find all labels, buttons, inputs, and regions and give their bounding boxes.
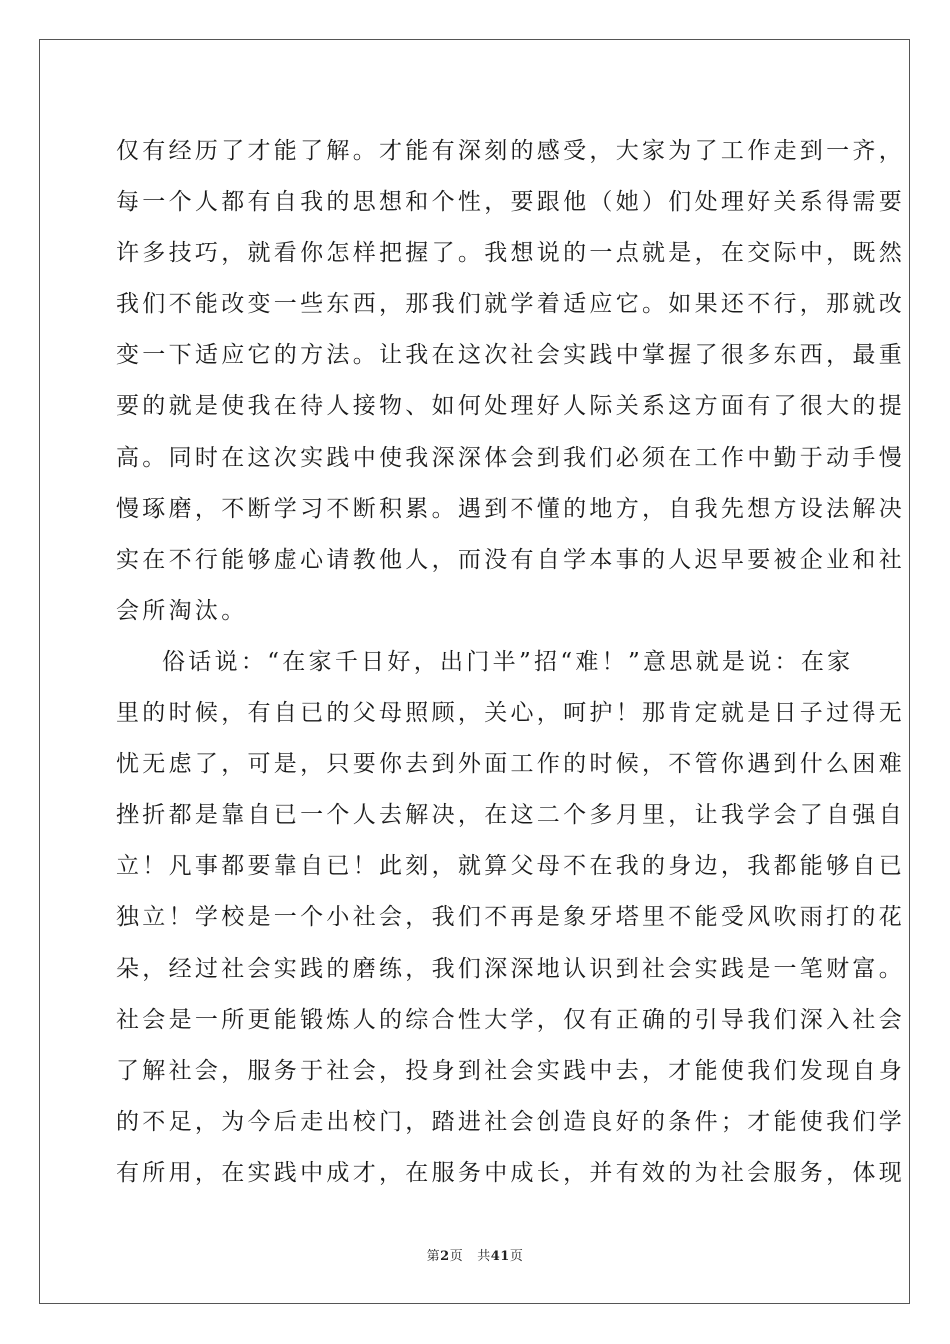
- text-line: 我们不能改变一些东西，那我们就学着适应它。如果还不行，那就改: [116, 291, 905, 318]
- text-line: 朵，经过社会实践的磨练，我们深深地认识到社会实践是一笔财富。: [116, 955, 905, 982]
- text-line: 社会是一所更能锻炼人的综合性大学，仅有正确的引导我们深入社会: [116, 1006, 905, 1033]
- text-line: 的不足，为今后走出校门，踏进社会创造良好的条件；才能使我们学: [116, 1108, 905, 1135]
- total-prefix: 共: [477, 1249, 491, 1264]
- text-line: 变一下适应它的方法。让我在这次社会实践中掌握了很多东西，最重: [116, 342, 905, 369]
- text-line: 每一个人都有自我的思想和个性，要跟他（她）们处理好关系得需要: [116, 189, 905, 216]
- text-line: 要的就是使我在待人接物、如何处理好人际关系这方面有了很大的提: [116, 393, 905, 420]
- text-line: 独立！学校是一个小社会，我们不再是象牙塔里不能受风吹雨打的花: [116, 904, 905, 931]
- page-prefix: 第: [426, 1249, 441, 1264]
- text-line: 慢琢磨，不断学习不断积累。遇到不懂的地方，自我先想方设法解决: [116, 495, 905, 522]
- text-line: 高。同时在这次实践中使我深深体会到我们必须在工作中勤于动手慢: [116, 444, 905, 471]
- text-line: 会所淘汰。: [116, 597, 248, 624]
- text-line: 有所用，在实践中成才，在服务中成长，并有效的为社会服务，体现: [116, 1159, 905, 1186]
- current-page-number: 2: [440, 1249, 450, 1264]
- text-line: 许多技巧，就看你怎样把握了。我想说的一点就是，在交际中，既然: [116, 240, 905, 267]
- total-page-count: 41: [490, 1249, 510, 1264]
- page-suffix: 页: [449, 1249, 464, 1264]
- text-line: 俗话说：“在家千日好，出门半”招“难！”意思就是说：在家: [162, 648, 854, 675]
- page-footer: [0, 1245, 950, 1264]
- total-pages-label: [477, 1249, 523, 1264]
- text-line: 忧无虑了，可是，只要你去到外面工作的时候，不管你遇到什么困难: [116, 751, 905, 778]
- text-line: 了解社会，服务于社会，投身到社会实践中去，才能使我们发现自身: [116, 1057, 905, 1084]
- text-line: 挫折都是靠自已一个人去解决，在这二个多月里，让我学会了自强自: [116, 802, 905, 829]
- text-line: 里的时候，有自已的父母照顾，关心，呵护！那肯定就是日子过得无: [116, 700, 905, 727]
- document-body: [116, 126, 905, 1199]
- text-line: 仅有经历了才能了解。才能有深刻的感受，大家为了工作走到一齐，: [116, 138, 905, 164]
- text-line: 实在不行能够虚心请教他人，而没有自学本事的人迟早要被企业和社: [116, 546, 905, 573]
- total-suffix: 页: [509, 1249, 524, 1264]
- page-number-label: [427, 1249, 464, 1264]
- text-line: 立！凡事都要靠自已！此刻，就算父母不在我的身边，我都能够自已: [116, 853, 905, 880]
